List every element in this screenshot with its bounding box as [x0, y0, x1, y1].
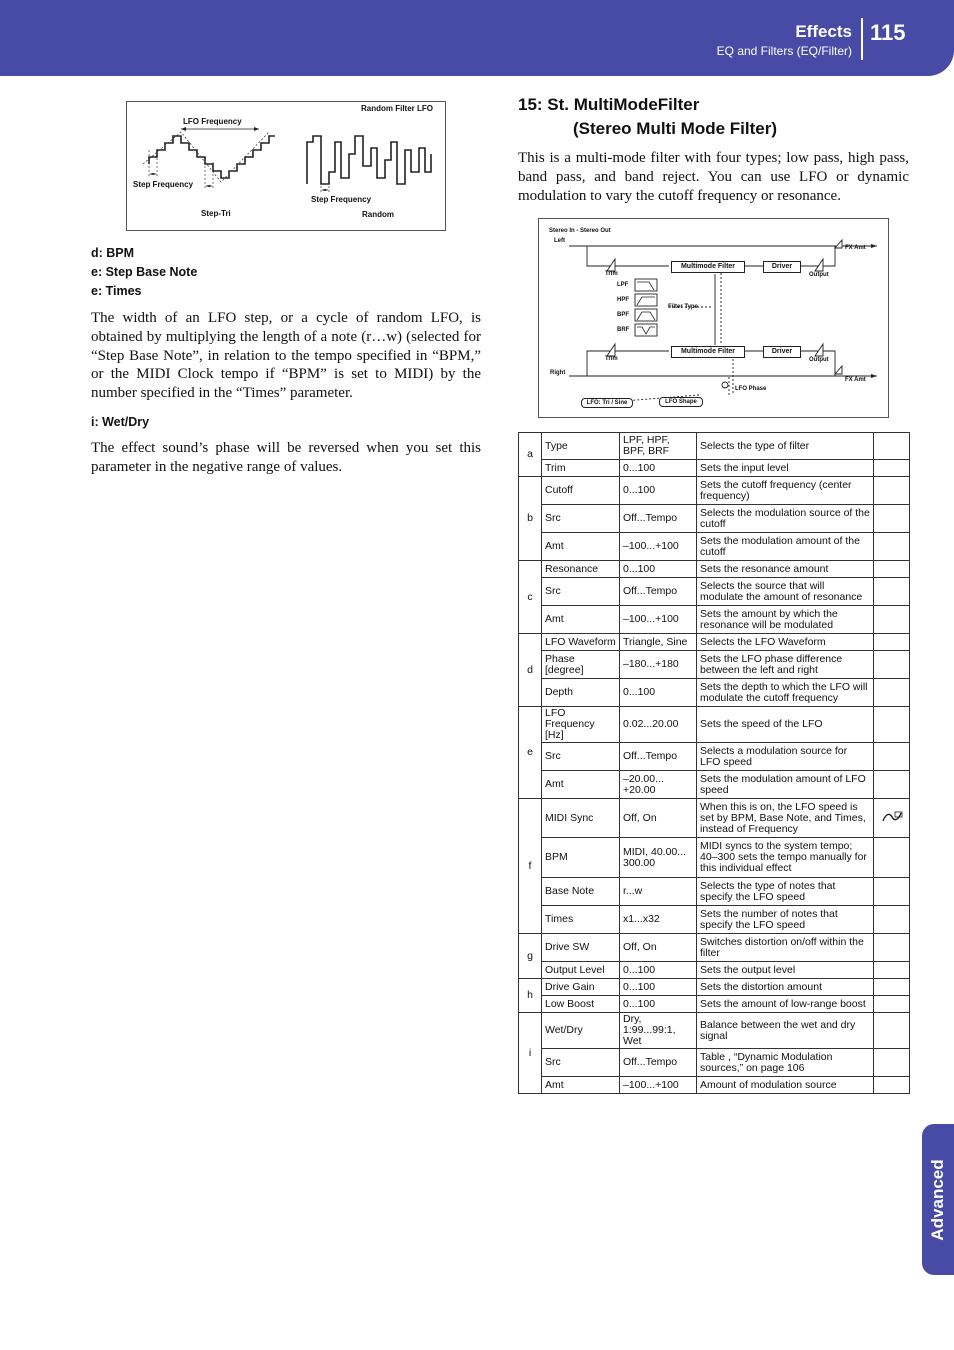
param-name: Drive Gain — [542, 979, 620, 996]
table-row — [519, 505, 910, 533]
param-description: When this is on, the LFO speed is set by BPM, Base Note, and Times, instead of Frequency — [697, 799, 874, 838]
multimode-filter-top: Multimode Filter — [671, 261, 745, 273]
param-description: Balance between the wet and dry signal — [697, 1013, 874, 1049]
brf-label: BRF — [617, 327, 630, 333]
table-row — [519, 1013, 910, 1049]
lfo-phase-label: LFO Phase — [735, 386, 767, 392]
step-frequency-label-right: Step Frequency — [311, 195, 372, 204]
param-icon-cell — [874, 962, 910, 979]
lfo-waveform-graphic — [127, 102, 445, 230]
param-icon-cell — [874, 533, 910, 561]
param-description: Sets the modulation amount of LFO speed — [697, 771, 874, 799]
param-name: Amt — [542, 533, 620, 561]
param-icon-cell — [874, 1013, 910, 1049]
param-range: LPF, HPF, BPF, BRF — [620, 433, 697, 460]
group-letter: i — [519, 1013, 542, 1094]
param-range: –180...+180 — [620, 651, 697, 679]
table-row — [519, 878, 910, 906]
param-icon-cell — [874, 578, 910, 606]
lpf-label: LPF — [617, 282, 629, 288]
param-description: Sets the speed of the LFO — [697, 707, 874, 743]
output-top-label: Output — [809, 272, 829, 278]
param-name: Drive SW — [542, 934, 620, 962]
param-name: Output Level — [542, 962, 620, 979]
param-name: Resonance — [542, 561, 620, 578]
parameter-table — [518, 432, 910, 1094]
wet-dry-paragraph: The effect sound’s phase will be reversed when you set this parameter in the negative range of values. — [91, 440, 481, 475]
trim-bottom-label: Trim — [605, 356, 618, 362]
param-description: Sets the LFO phase difference between the left and right — [697, 651, 874, 679]
param-icon-cell — [874, 799, 910, 838]
right-input-label: Right — [550, 370, 566, 376]
block-diagram — [538, 218, 889, 418]
table-row — [519, 679, 910, 707]
table-row — [519, 771, 910, 799]
param-description: Sets the resonance amount — [697, 561, 874, 578]
param-name: Times — [542, 906, 620, 934]
fx-amt-top-label: FX Amt — [845, 245, 866, 251]
param-description: Sets the number of notes that specify the LFO speed — [697, 906, 874, 934]
effect-title: 15: St. MultiModeFilter — [518, 95, 700, 114]
param-range: x1...x32 — [620, 906, 697, 934]
param-range: Off...Tempo — [620, 505, 697, 533]
table-row — [519, 934, 910, 962]
param-description: Selects the modulation source of the cutoff — [697, 505, 874, 533]
param-range: Off...Tempo — [620, 578, 697, 606]
param-name: LFO Frequency [Hz] — [542, 707, 620, 743]
param-range: Dry, 1:99...99:1, Wet — [620, 1013, 697, 1049]
table-row — [519, 433, 910, 460]
param-description: Sets the distortion amount — [697, 979, 874, 996]
table-row — [519, 460, 910, 477]
param-range: Triangle, Sine — [620, 634, 697, 651]
param-range: 0...100 — [620, 679, 697, 707]
table-row — [519, 1077, 910, 1094]
fx-amt-bottom-label: FX Amt — [845, 377, 866, 383]
group-letter: b — [519, 477, 542, 561]
group-letter: c — [519, 561, 542, 634]
param-icon-cell — [874, 505, 910, 533]
section-title: Effects — [795, 22, 852, 41]
advanced-tab-label: Advanced — [928, 1158, 947, 1241]
table-row — [519, 477, 910, 505]
param-description: Selects the type of notes that specify the LFO speed — [697, 878, 874, 906]
param-icon-cell — [874, 477, 910, 505]
group-letter: h — [519, 979, 542, 1013]
tempo-icon — [881, 814, 903, 826]
table-row — [519, 996, 910, 1013]
table-row — [519, 906, 910, 934]
param-icon-cell — [874, 679, 910, 707]
param-range: 0...100 — [620, 996, 697, 1013]
lfo-shape-box: LFO Shape — [659, 397, 703, 407]
param-name: Wet/Dry — [542, 1013, 620, 1049]
param-description: Selects a modulation source for LFO speed — [697, 743, 874, 771]
param-range: –100...+100 — [620, 533, 697, 561]
lfo-frequency-label: LFO Frequency — [183, 117, 242, 126]
param-description: Table , “Dynamic Modulation sources,” on page 106 — [697, 1049, 874, 1077]
param-icon-cell — [874, 771, 910, 799]
param-range: Off, On — [620, 934, 697, 962]
param-name: MIDI Sync — [542, 799, 620, 838]
table-row — [519, 707, 910, 743]
param-name: Src — [542, 505, 620, 533]
param-description: Sets the modulation amount of the cutoff — [697, 533, 874, 561]
param-description: Sets the depth to which the LFO will modulate the cutoff frequency — [697, 679, 874, 707]
lfo-step-paragraph: The width of an LFO step, or a cycle of random LFO, is obtained by multiplying the length of a note (r…w) (selected for “Step Base Note”, in relation to the tempo specified in “BPM,” or the MIDI Clock tempo if “BPM” is set to MIDI) by the number specified in the “Times” parameter. — [91, 310, 481, 402]
param-icon-cell — [874, 606, 910, 634]
param-icon-cell — [874, 838, 910, 878]
param-heading-wet-dry: i: Wet/Dry — [91, 415, 150, 429]
param-range: –100...+100 — [620, 606, 697, 634]
param-icon-cell — [874, 433, 910, 460]
group-letter: a — [519, 433, 542, 477]
table-row — [519, 606, 910, 634]
param-range: Off...Tempo — [620, 1049, 697, 1077]
param-icon-cell — [874, 1049, 910, 1077]
param-range: Off, On — [620, 799, 697, 838]
param-range: 0...100 — [620, 460, 697, 477]
param-name: Trim — [542, 460, 620, 477]
param-description: Sets the amount of low-range boost — [697, 996, 874, 1013]
driver-top: Driver — [763, 261, 801, 273]
param-icon-cell — [874, 651, 910, 679]
param-icon-cell — [874, 878, 910, 906]
param-range: MIDI, 40.00... 300.00 — [620, 838, 697, 878]
table-row — [519, 799, 910, 838]
table-row — [519, 838, 910, 878]
param-description: Sets the cutoff frequency (center frequency) — [697, 477, 874, 505]
param-description: MIDI syncs to the system tempo; 40–300 sets the tempo manually for this individual effect — [697, 838, 874, 878]
lfo-wave-box: LFO: Tri / Sine — [581, 398, 633, 408]
table-row — [519, 962, 910, 979]
random-filter-lfo-figure — [126, 101, 446, 231]
param-icon-cell — [874, 707, 910, 743]
param-name: Amt — [542, 606, 620, 634]
advanced-tab[interactable] — [922, 1124, 954, 1275]
param-description: Switches distortion on/off within the filter — [697, 934, 874, 962]
random-label: Random — [362, 210, 394, 219]
page-number: 115 — [870, 20, 906, 45]
group-letter: e — [519, 707, 542, 799]
step-tri-label: Step-Tri — [201, 209, 231, 218]
param-icon-cell — [874, 934, 910, 962]
param-description: Selects the source that will modulate the amount of resonance — [697, 578, 874, 606]
step-frequency-label-left: Step Frequency — [133, 180, 194, 189]
driver-bottom: Driver — [763, 346, 801, 358]
param-range: –100...+100 — [620, 1077, 697, 1094]
param-icon-cell — [874, 743, 910, 771]
header-divider — [861, 18, 863, 60]
param-name: Base Note — [542, 878, 620, 906]
lfo-figure-title: Random Filter LFO — [361, 104, 433, 113]
param-description: Amount of modulation source — [697, 1077, 874, 1094]
param-name: LFO Waveform — [542, 634, 620, 651]
param-name: Cutoff — [542, 477, 620, 505]
table-row — [519, 651, 910, 679]
param-name: Low Boost — [542, 996, 620, 1013]
param-description: Selects the LFO Waveform — [697, 634, 874, 651]
table-row — [519, 1049, 910, 1077]
filter-type-label: Filter Type — [668, 304, 698, 310]
param-name: Src — [542, 578, 620, 606]
param-description: Sets the amount by which the resonance will be modulated — [697, 606, 874, 634]
table-row — [519, 533, 910, 561]
param-range: –20.00... +20.00 — [620, 771, 697, 799]
param-heading-step-base-note: e: Step Base Note — [91, 265, 198, 279]
param-name: Amt — [542, 1077, 620, 1094]
param-icon-cell — [874, 996, 910, 1013]
param-name: Amt — [542, 771, 620, 799]
parameter-table-body — [519, 433, 910, 1094]
output-bottom-label: Output — [809, 357, 829, 363]
param-name: BPM — [542, 838, 620, 878]
param-icon-cell — [874, 460, 910, 477]
table-row — [519, 578, 910, 606]
signal-flow-graphic — [539, 219, 888, 417]
hpf-label: HPF — [617, 297, 629, 303]
left-input-label: Left — [554, 238, 565, 244]
group-letter: d — [519, 634, 542, 707]
param-name: Phase [degree] — [542, 651, 620, 679]
group-letter: g — [519, 934, 542, 979]
effect-description: This is a multi-mode filter with four types; low pass, high pass, band pass, and band reject. You can use LFO or dynamic modulation to vary the cutoff frequency or resonance. — [518, 150, 909, 204]
bpf-label: BPF — [617, 312, 629, 318]
param-icon-cell — [874, 979, 910, 996]
param-description: Selects the type of filter — [697, 433, 874, 460]
effect-subtitle: (Stereo Multi Mode Filter) — [573, 119, 777, 138]
param-range: 0...100 — [620, 561, 697, 578]
param-description: Sets the input level — [697, 460, 874, 477]
param-description: Sets the output level — [697, 962, 874, 979]
param-name: Src — [542, 743, 620, 771]
param-range: Off...Tempo — [620, 743, 697, 771]
param-name: Depth — [542, 679, 620, 707]
multimode-filter-bottom: Multimode Filter — [671, 346, 745, 358]
table-row — [519, 743, 910, 771]
param-range: 0...100 — [620, 962, 697, 979]
param-range: 0.02...20.00 — [620, 707, 697, 743]
param-icon-cell — [874, 634, 910, 651]
param-icon-cell — [874, 1077, 910, 1094]
param-icon-cell — [874, 906, 910, 934]
param-name: Type — [542, 433, 620, 460]
param-heading-bpm: d: BPM — [91, 246, 135, 260]
group-letter: f — [519, 799, 542, 934]
param-range: 0...100 — [620, 979, 697, 996]
param-range: 0...100 — [620, 477, 697, 505]
subsection-title: EQ and Filters (EQ/Filter) — [716, 44, 852, 58]
table-row — [519, 561, 910, 578]
table-row — [519, 634, 910, 651]
param-heading-times: e: Times — [91, 284, 142, 298]
io-label: Stereo In - Stereo Out — [549, 228, 611, 234]
table-row — [519, 979, 910, 996]
param-name: Src — [542, 1049, 620, 1077]
trim-top-label: Trim — [605, 271, 618, 277]
param-range: r...w — [620, 878, 697, 906]
param-icon-cell — [874, 561, 910, 578]
